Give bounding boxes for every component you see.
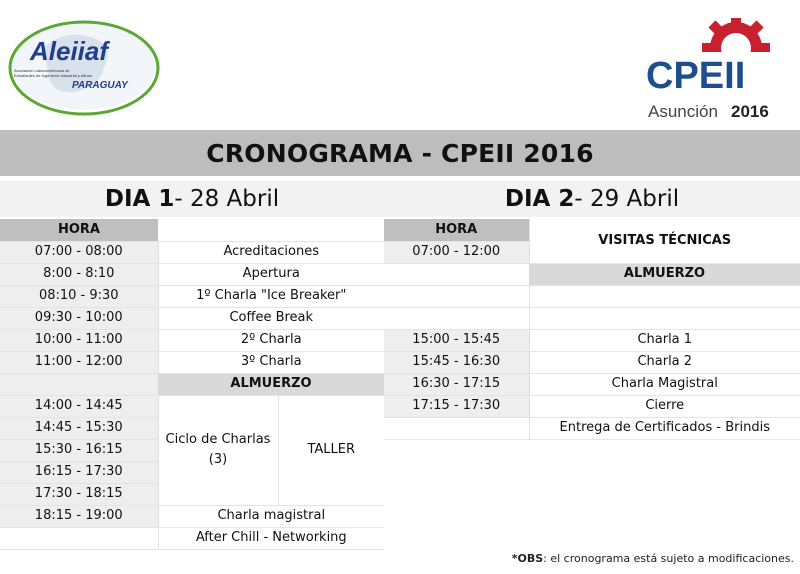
- table-row: [0, 505, 384, 527]
- table-row: [0, 395, 384, 417]
- time-cell: 16:30 - 17:15: [384, 373, 529, 395]
- aleiiaf-name: Aleiiaf: [30, 36, 109, 66]
- day2-hora-header: HORA: [384, 219, 529, 241]
- visitas-tecnicas-cell: VISITAS TÉCNICAS: [529, 219, 800, 263]
- table-row: [0, 241, 384, 263]
- activity-cell: Charla Magistral: [529, 373, 800, 395]
- time-cell: 18:15 - 19:00: [0, 505, 158, 527]
- table-row: [0, 219, 384, 241]
- footnote-prefix: *OBS: [511, 552, 544, 565]
- time-cell: 14:00 - 14:45: [0, 395, 158, 417]
- header: [0, 0, 800, 128]
- after-chill-cell: After Chill - Networking: [158, 527, 384, 549]
- day1-label: DIA 1: [104, 186, 175, 212]
- table-row: [0, 527, 384, 549]
- cpeii-logo: [640, 18, 780, 126]
- time-cell: 17:15 - 17:30: [384, 395, 529, 417]
- footnote: [512, 552, 794, 565]
- table-row: [384, 417, 800, 439]
- day2-morning-time: 07:00 - 12:00: [384, 241, 529, 263]
- activity-cell: Apertura: [158, 263, 384, 285]
- aleiiaf-logo: [4, 8, 164, 120]
- day1-hora-header: HORA: [0, 219, 158, 241]
- table-row: [0, 285, 384, 307]
- table-row: [384, 395, 800, 417]
- table-row: [384, 307, 800, 329]
- ciclo-de-charlas-cell: [158, 395, 278, 505]
- table-row: [384, 285, 800, 307]
- time-cell: 11:00 - 12:00: [0, 351, 158, 373]
- aleiiaf-country: PARAGUAY: [72, 80, 128, 91]
- time-cell: 16:15 - 17:30: [0, 461, 158, 483]
- table-row: [384, 219, 800, 241]
- table-row: [0, 373, 384, 395]
- table-row: [0, 329, 384, 351]
- svg-text:Asociación Latinoamericana de: Asociación Latinoamericana de: [14, 68, 70, 73]
- page-title: CRONOGRAMA - CPEII 2016: [0, 130, 800, 176]
- taller-cell: TALLER: [278, 395, 384, 505]
- day2-date: - 29 Abril: [574, 186, 680, 212]
- time-cell: 15:45 - 16:30: [384, 351, 529, 373]
- table-row: [384, 373, 800, 395]
- ciclo-line1: Ciclo de Charlas: [165, 432, 271, 447]
- day1-date: - 28 Abril: [174, 186, 280, 212]
- cpeii-name: CPEII: [646, 55, 746, 97]
- table-row: [384, 351, 800, 373]
- table-row: [0, 351, 384, 373]
- table-row: [384, 263, 800, 285]
- day2-heading: [384, 181, 800, 217]
- time-cell: 17:30 - 18:15: [0, 483, 158, 505]
- footnote-text: : el cronograma está sujeto a modificaciones.: [543, 552, 794, 565]
- activity-cell: Charla 2: [529, 351, 800, 373]
- activity-cell: 2º Charla: [158, 329, 384, 351]
- day2-label: DIA 2: [504, 186, 575, 212]
- svg-text:Estudiantes de Ingeniería Indu: Estudiantes de Ingeniería Industrial y Afines: [14, 73, 92, 78]
- day2-schedule-table: [384, 219, 800, 440]
- time-cell: 15:30 - 16:15: [0, 439, 158, 461]
- activity-cell: 1º Charla "Ice Breaker": [158, 285, 384, 307]
- time-cell: 15:00 - 15:45: [384, 329, 529, 351]
- cpeii-year: 2016: [731, 102, 769, 121]
- time-cell: 8:00 - 8:10: [0, 263, 158, 285]
- day1-schedule-table: [0, 219, 384, 550]
- time-cell: 07:00 - 08:00: [0, 241, 158, 263]
- time-cell: 08:10 - 9:30: [0, 285, 158, 307]
- ciclo-line2: (3): [208, 452, 228, 467]
- day1-heading: [0, 181, 384, 217]
- cpeii-city: Asunción: [648, 102, 718, 121]
- table-row: [0, 307, 384, 329]
- table-row: [384, 329, 800, 351]
- time-cell: 14:45 - 15:30: [0, 417, 158, 439]
- closing-cell: Entrega de Certificados - Brindis: [529, 417, 800, 439]
- day1-lunch: ALMUERZO: [158, 373, 384, 395]
- time-cell: 09:30 - 10:00: [0, 307, 158, 329]
- activity-cell: Charla 1: [529, 329, 800, 351]
- activity-cell: 3º Charla: [158, 351, 384, 373]
- day2-lunch: ALMUERZO: [529, 263, 800, 285]
- activity-cell: Acreditaciones: [158, 241, 384, 263]
- time-cell: 10:00 - 11:00: [0, 329, 158, 351]
- activity-cell: Charla magistral: [158, 505, 384, 527]
- activity-cell: Cierre: [529, 395, 800, 417]
- table-row: [0, 263, 384, 285]
- activity-cell: Coffee Break: [158, 307, 384, 329]
